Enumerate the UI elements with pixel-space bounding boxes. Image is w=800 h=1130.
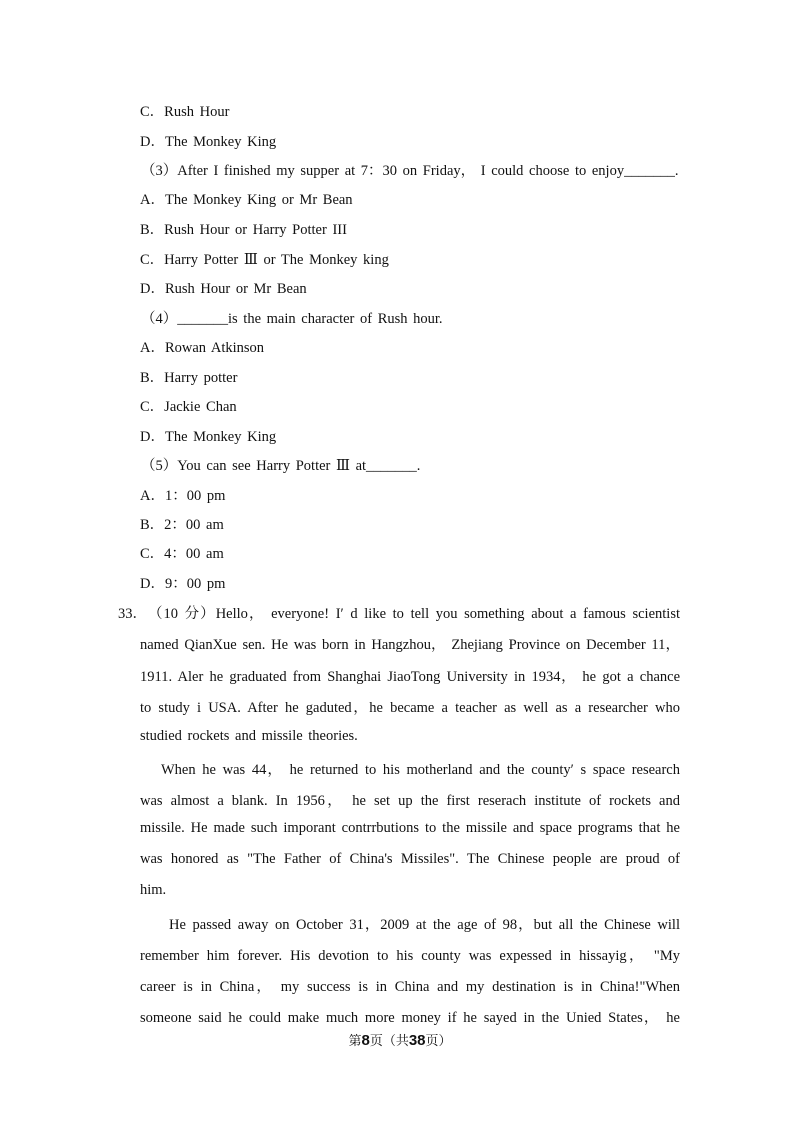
option-5b: B．2：00 am — [140, 517, 224, 533]
passage-line: to study i USA. After he gaduted，he became a teacher as well as a researcher who — [140, 700, 680, 716]
question-33-number: 33． — [118, 606, 147, 622]
option-3b: B．Rush Hour or Harry Potter III — [140, 222, 347, 238]
option-2d: D．The Monkey King — [140, 134, 277, 150]
passage-line: him. — [140, 882, 167, 898]
passage-line: missile. He made such imporant contrrbutions to the missile and space programs that he — [140, 820, 680, 836]
page-footer — [0, 1030, 800, 1049]
footer-suffix: 页） — [425, 1033, 452, 1048]
passage-line: He passed away on October 31，2009 at the age of 98，but all the Chinese will — [169, 917, 680, 933]
option-2c: C．Rush Hour — [140, 104, 230, 120]
option-5a: A．1：00 pm — [140, 488, 226, 504]
passage-line: was honored as "The Father of China's Missiles". The Chinese people are proud of — [140, 851, 680, 867]
question-5-stem: （5）You can see Harry Potter Ⅲ at_______. — [141, 458, 421, 474]
passage-line: 1911. Aler he graduated from Shanghai JiaoTong University in 1934， he got a chance — [140, 669, 680, 685]
footer-prefix: 第 — [348, 1033, 362, 1048]
passage-line: remember him forever. His devotion to his county was expessed in hissayig， "My — [140, 948, 680, 964]
current-page-number: 8 — [361, 1032, 370, 1049]
question-3-stem: （3）After I finished my supper at 7：30 on Friday， I could choose to enjoy_______. — [141, 163, 679, 179]
option-3a: A．The Monkey King or Mr Bean — [140, 192, 353, 208]
option-4b: B．Harry potter — [140, 370, 238, 386]
passage-line: was almost a blank. In 1956， he set up the first reserach institute of rockets and — [140, 793, 680, 809]
option-3c: C．Harry Potter Ⅲ or The Monkey king — [140, 252, 389, 268]
option-5d: D．9：00 pm — [140, 576, 226, 592]
option-3d: D．Rush Hour or Mr Bean — [140, 281, 307, 297]
total-page-count: 38 — [408, 1032, 426, 1049]
question-4-stem: （4）_______is the main character of Rush hour. — [141, 311, 443, 327]
passage-line: studied rockets and missile theories. — [140, 728, 358, 744]
option-4d: D．The Monkey King — [140, 429, 277, 445]
passage-line: career is in China， my success is in China and my destination is in China!"When — [140, 979, 680, 995]
passage-line: （10 分）Hello， everyone! I′ d like to tell you something about a famous scientist — [148, 606, 680, 622]
passage-line: someone said he could make much more money if he sayed in the Unied States， he — [140, 1010, 680, 1026]
option-4a: A．Rowan Atkinson — [140, 340, 265, 356]
passage-line: When he was 44， he returned to his motherland and the county′ s space research — [161, 762, 680, 778]
option-5c: C．4：00 am — [140, 546, 224, 562]
passage-line: named QianXue sen. He was born in Hangzhou， Zhejiang Province on December 11， — [140, 637, 680, 653]
footer-middle: 页（共 — [369, 1033, 409, 1048]
option-4c: C．Jackie Chan — [140, 399, 237, 415]
